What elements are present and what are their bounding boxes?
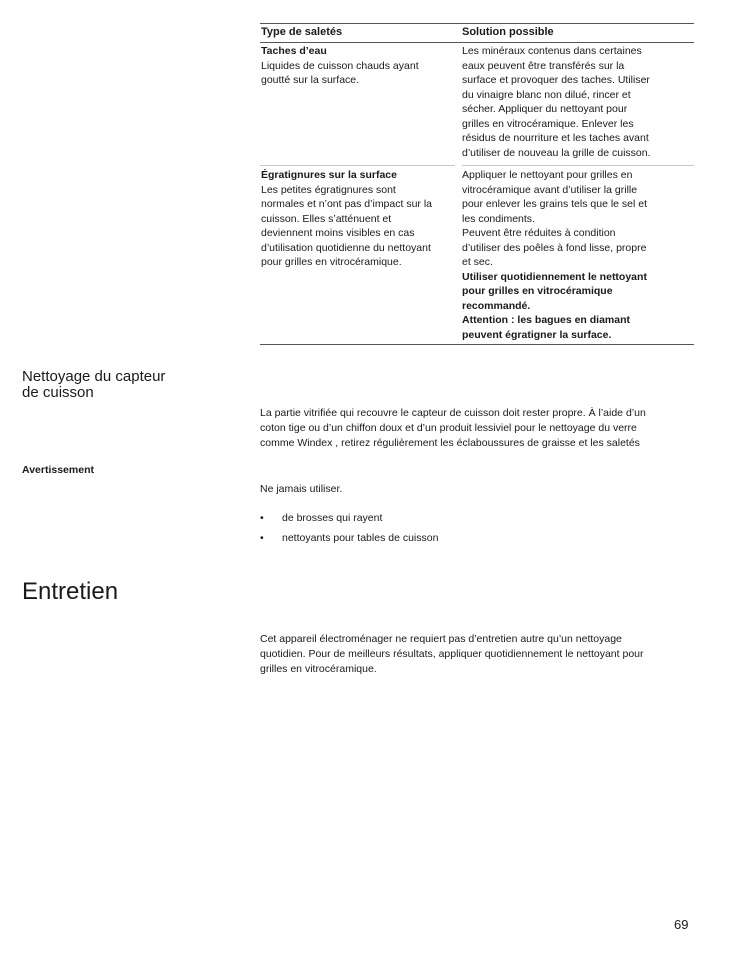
soil-type-title: Égratignures sur la surface — [261, 169, 397, 181]
bullet-icon: • — [260, 532, 264, 544]
solution-text: du vinaigre blanc non dilué, rincer et — [462, 88, 631, 101]
table-top-rule — [260, 23, 694, 24]
paragraph-line: comme Windex , retirez régulièrement les éclaboussures de graisse et les saletés — [260, 437, 640, 449]
table-row-solution — [462, 168, 694, 342]
row-divider-right — [462, 165, 694, 166]
list-item-text: de brosses qui rayent — [282, 512, 383, 524]
solution-text: les condiments. — [462, 212, 535, 225]
table-row — [261, 44, 456, 88]
section-title-maintenance: Entretien — [22, 578, 119, 605]
warning-label: Avertissement — [22, 464, 94, 476]
soil-type-text: cuisson. Elles s’atténuent et — [261, 212, 392, 225]
list-item — [260, 532, 438, 544]
soil-type-text: normales et n’ont pas d’impact sur la — [261, 198, 432, 210]
soil-type-text: d’utilisation quotidienne du nettoyant — [261, 241, 431, 254]
sensor-body — [260, 406, 696, 451]
table-header-rule — [260, 42, 694, 43]
solution-text: résidus de nourriture et les taches avant — [462, 132, 649, 144]
solution-emphasis: peuvent égratigner la surface. — [462, 328, 612, 341]
solution-text: vitrocéramique avant d’utiliser la grille — [462, 183, 638, 196]
header-solution: Solution possible — [462, 26, 554, 38]
solution-text: Les minéraux contenus dans certaines — [462, 45, 642, 57]
list-item-text: nettoyants pour tables de cuisson — [282, 532, 439, 544]
solution-text: surface et provoquer des taches. Utiliser — [462, 74, 650, 86]
table-row-solution — [462, 44, 694, 160]
solution-text: sécher. Appliquer du nettoyant pour — [462, 103, 628, 115]
soil-type-title: Taches d’eau — [261, 45, 327, 57]
solution-text: pour enlever les grains tels que le sel et — [462, 198, 648, 210]
page-number: 69 — [674, 917, 689, 932]
table-bottom-rule — [260, 344, 694, 345]
soil-type-text: goutté sur la surface. — [261, 74, 360, 86]
row-divider-left — [260, 165, 455, 166]
solution-text: et sec. — [462, 256, 493, 268]
bullet-icon: • — [260, 512, 264, 524]
paragraph-line: grilles en vitrocéramique. — [260, 663, 377, 675]
soil-type-text: deviennent moins visibles en cas — [261, 227, 415, 239]
solution-text: Peuvent être réduites à condition — [462, 227, 616, 239]
paragraph-line: quotidien. Pour de meilleurs résultats, appliquer quotidiennement le nettoyant pour — [260, 648, 644, 660]
solution-emphasis: Utiliser quotidiennement le nettoyant — [462, 270, 647, 283]
section-title-sensor — [22, 369, 165, 401]
paragraph-line: coton tige ou d’un chiffon doux et d’un produit lessiviel pour le nettoyage du verre — [260, 422, 637, 434]
soil-type-text: Liquides de cuisson chauds ayant — [261, 59, 419, 72]
paragraph-line: Cet appareil électroménager ne requiert pas d’entretien autre qu’un nettoyage — [260, 633, 622, 645]
section-title-line: de cuisson — [22, 384, 94, 401]
table-row — [261, 168, 456, 270]
solution-text: d’utiliser de nouveau la grille de cuisson. — [462, 146, 651, 159]
solution-text: eaux peuvent être transférés sur la — [462, 59, 625, 72]
list-item — [260, 512, 382, 524]
solution-emphasis: Attention : les bagues en diamant — [462, 314, 631, 326]
solution-emphasis: recommandé. — [462, 299, 531, 312]
solution-text: grilles en vitrocéramique. Enlever les — [462, 117, 634, 130]
soil-type-text: pour grilles en vitrocéramique. — [261, 256, 402, 268]
section-title-line: Nettoyage du capteur — [22, 368, 166, 385]
soil-type-text: Les petites égratignures sont — [261, 183, 396, 196]
paragraph-line: La partie vitrifiée qui recouvre le capteur de cuisson doit rester propre. À l’aide d’un — [260, 407, 646, 419]
header-soil-type: Type de saletés — [261, 26, 343, 38]
maintenance-body — [260, 632, 696, 677]
solution-text: Appliquer le nettoyant pour grilles en — [462, 169, 633, 181]
solution-text: d’utiliser des poêles à fond lisse, propre — [462, 241, 647, 254]
solution-emphasis: pour grilles en vitrocéramique — [462, 285, 613, 297]
warning-text: Ne jamais utiliser. — [260, 483, 343, 495]
